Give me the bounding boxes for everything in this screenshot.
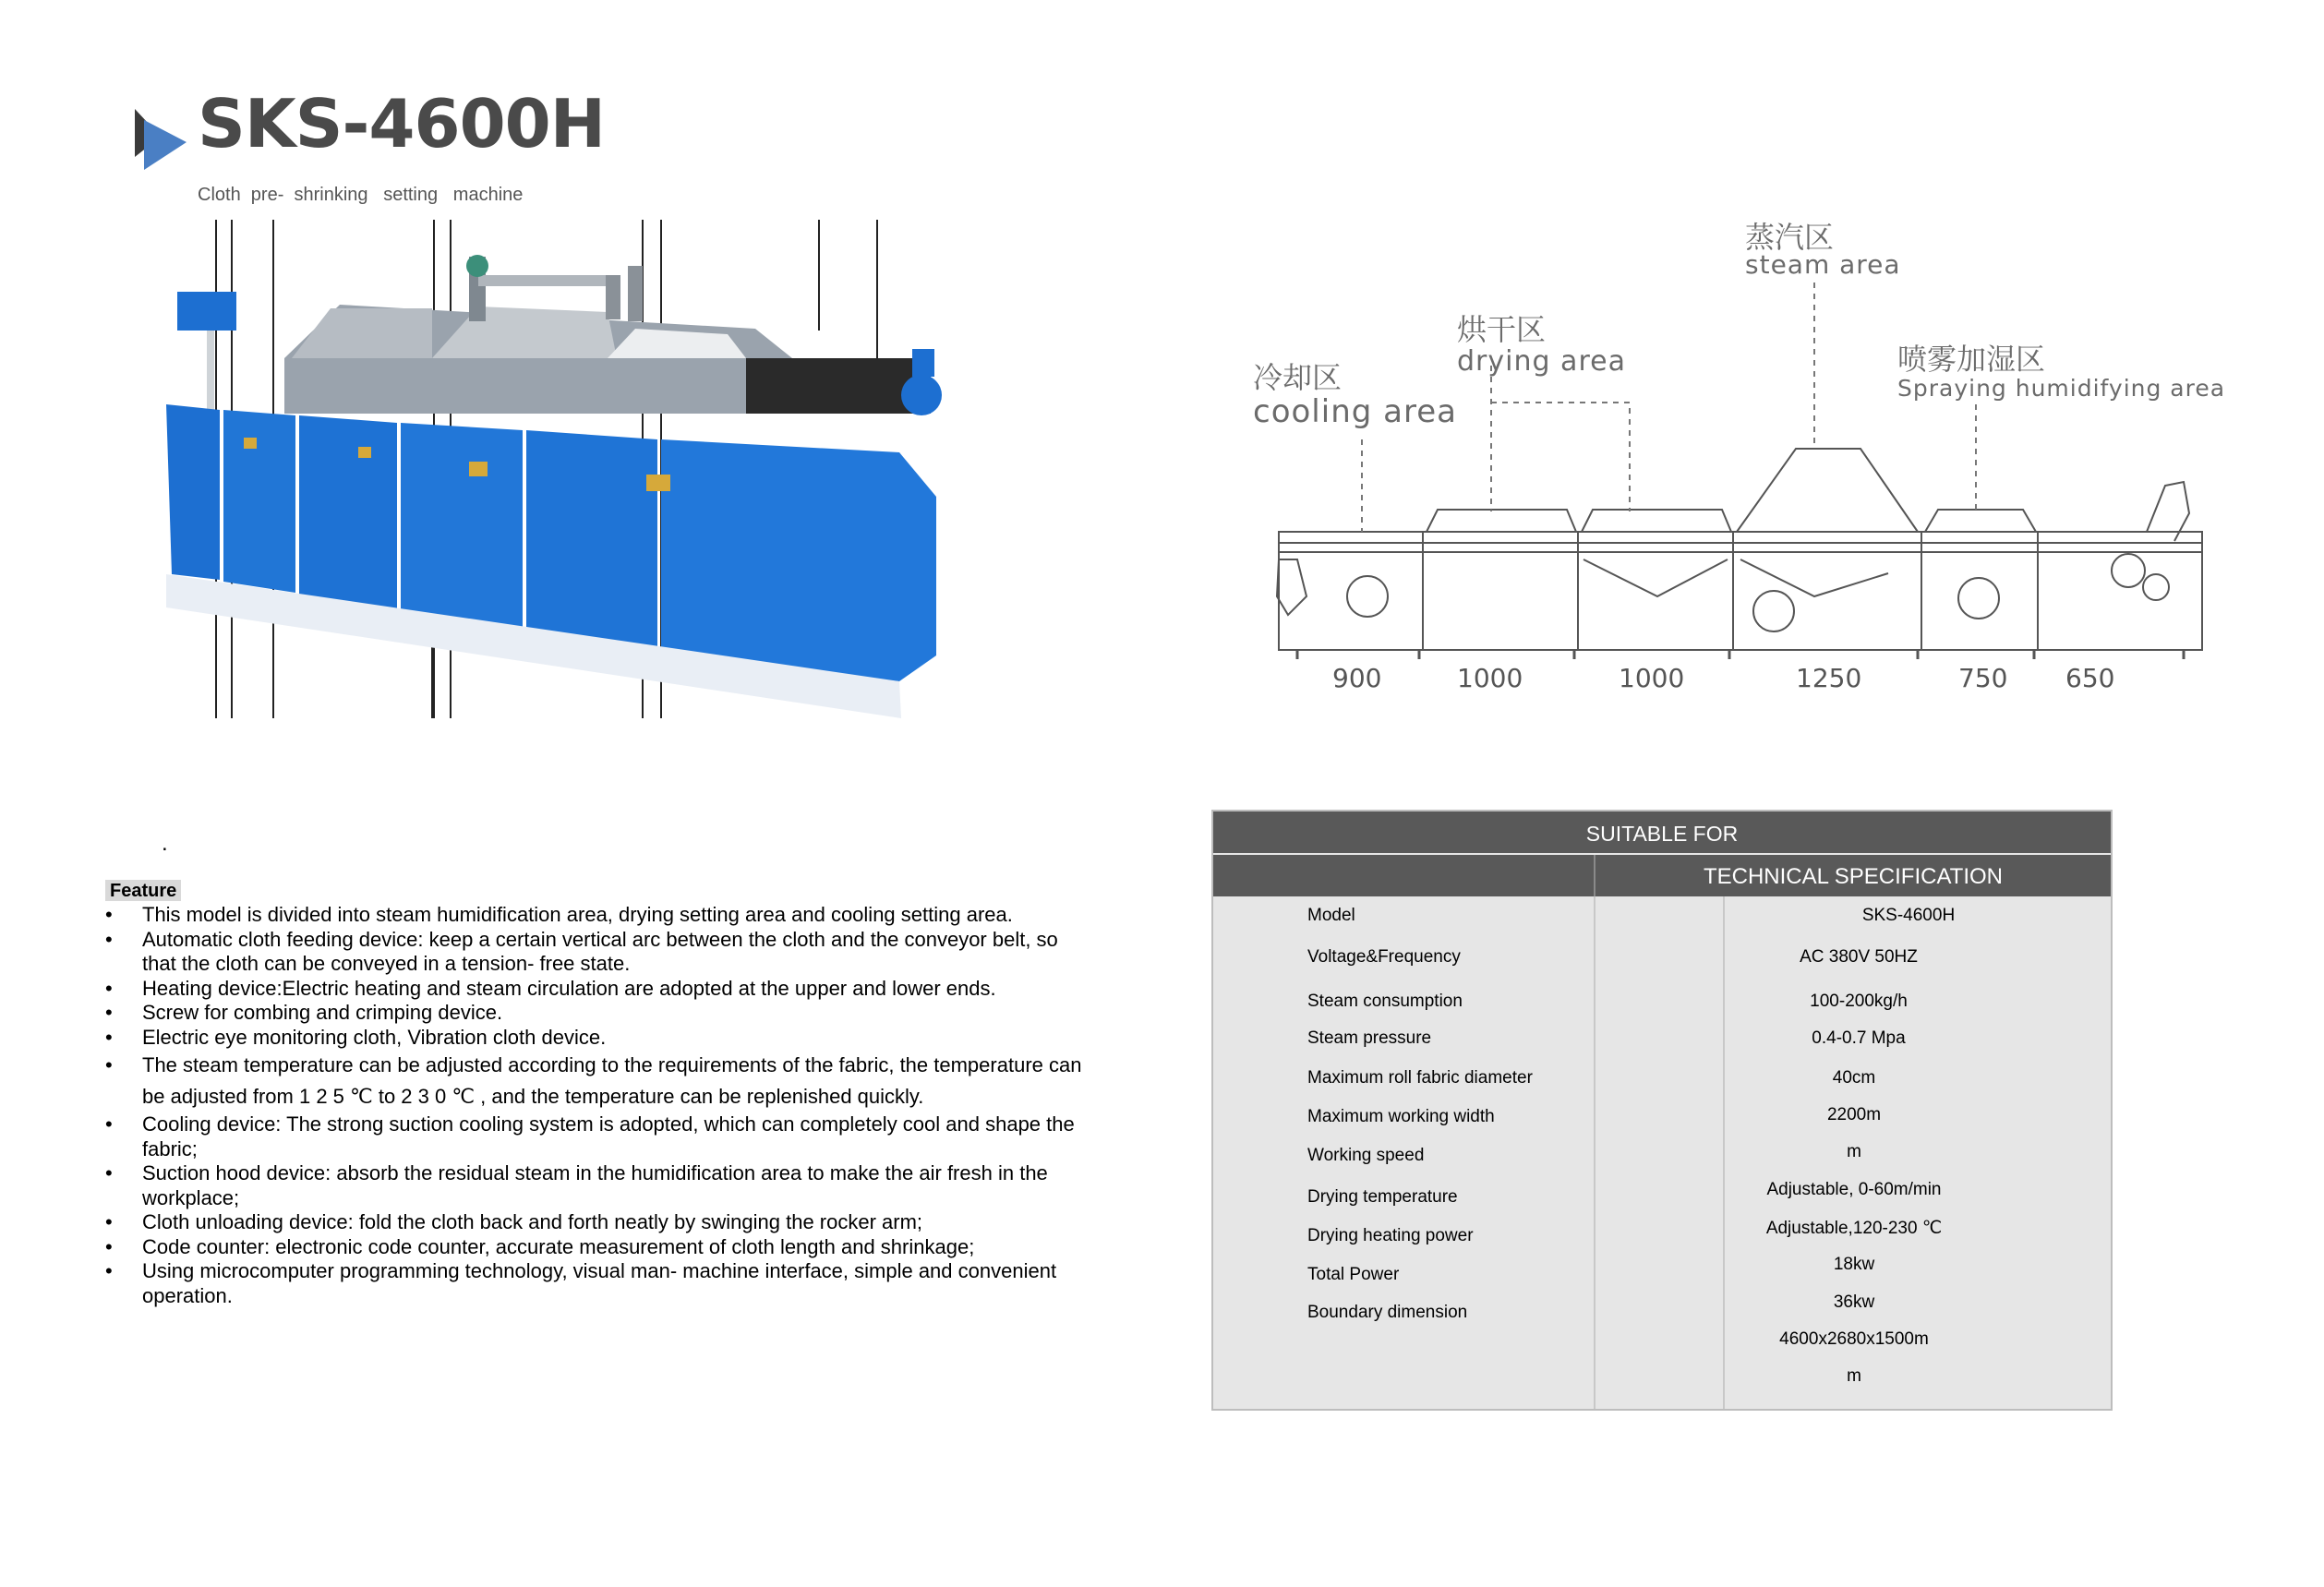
dimension-label: 750	[1958, 663, 2008, 693]
list-item: • Screw for combing and crimping device.	[103, 1001, 1082, 1026]
spec-label: Drying temperature	[1307, 1187, 1458, 1207]
spec-value: Adjustable,120-230 ℃	[1765, 1219, 1943, 1238]
page-title: SKS-4600H	[198, 85, 606, 162]
list-item: • Using microcomputer programming technology, visual man- machine interface, simple and convenient operation.	[103, 1259, 1082, 1308]
list-item: • This model is divided into steam humidification area, drying setting area and cooling setting area.	[103, 903, 1082, 928]
spec-value: SKS-4600H	[1861, 906, 1956, 925]
zone-label-steam-cn: 蒸汽区	[1745, 220, 1835, 255]
zone-label-cooling-cn: 冷却区	[1253, 360, 1343, 395]
zone-label-cooling-en: cooling area	[1253, 393, 1457, 430]
feature-heading: Feature	[105, 880, 181, 901]
machine-photo	[155, 220, 997, 718]
dimension-label: 1250	[1796, 663, 1862, 693]
feature-list	[103, 903, 1082, 1308]
spec-label: Steam pressure	[1307, 1028, 1432, 1048]
zone-label-drying-cn: 烘干区	[1457, 312, 1547, 347]
list-item: • Cooling device: The strong suction cooling system is adopted, which can completely cool and shape the fabric;	[103, 1112, 1082, 1161]
list-item: • Electric eye monitoring cloth, Vibration cloth device.	[103, 1026, 1082, 1051]
spec-label: Working speed	[1307, 1146, 1425, 1165]
zone-label-spray-cn: 喷雾加湿区	[1897, 342, 2046, 377]
list-item: • Heating device:Electric heating and steam circulation are adopted at the upper and lower ends.	[103, 977, 1082, 1002]
column-divider	[1594, 896, 1595, 1409]
spec-label: Model	[1307, 906, 1355, 925]
dimension-label: 650	[2065, 663, 2115, 693]
list-item: • Automatic cloth feeding device: keep a certain vertical arc between the cloth and the conveyor belt, so that the cloth can be conveyed in a tension- free state.	[103, 928, 1082, 977]
spec-value: 100-200kg/h	[1810, 992, 1908, 1011]
list-item: • Cloth unloading device: fold the cloth back and forth neatly by swinging the rocker arm;	[103, 1210, 1082, 1235]
spec-header-technical: TECHNICAL SPECIFICATION	[1703, 864, 2004, 889]
spec-value: AC 380V 50HZ	[1800, 947, 1918, 967]
spec-value: Adjustable, 0-60m/min	[1766, 1180, 1942, 1199]
dimension-label: 1000	[1619, 663, 1685, 693]
zone-label-spray-en: Spraying humidifying area	[1897, 375, 2226, 402]
process-diagram	[1223, 209, 2230, 707]
diagram-lines	[1223, 209, 2230, 707]
zone-label-steam-en: steam area	[1745, 249, 1901, 280]
spec-value: 2200m	[1826, 1105, 1882, 1124]
spec-value: m	[1847, 1142, 1861, 1161]
list-item: • Code counter: electronic code counter, accurate measurement of cloth length and shrinkage;	[103, 1235, 1082, 1260]
spec-label: Drying heating power	[1307, 1226, 1474, 1245]
spec-value: 40cm	[1832, 1068, 1876, 1088]
spec-label: Steam consumption	[1307, 992, 1463, 1011]
spec-label: Voltage&Frequency	[1307, 947, 1461, 967]
spec-label: Maximum working width	[1307, 1107, 1495, 1126]
zone-label-drying-en: drying area	[1457, 345, 1626, 378]
spec-value: 18kw	[1833, 1255, 1875, 1274]
dimension-label: 900	[1332, 663, 1382, 693]
spec-label: Total Power	[1307, 1265, 1400, 1284]
list-item: • The steam temperature can be adjusted according to the requirements of the fabric, the temperature can be adjusted from 1 2 5 ℃ to 2 3 0 ℃ , and the temperature can be replenished quickly.	[103, 1050, 1082, 1112]
stray-dot: .	[162, 831, 168, 856]
spec-value: m	[1847, 1366, 1861, 1386]
spec-value: 36kw	[1833, 1292, 1875, 1312]
spec-table	[1211, 810, 2113, 1411]
page-subtitle: Cloth pre- shrinking setting machine	[198, 185, 524, 205]
play-arrow-icon	[135, 109, 187, 170]
spec-value: 4600x2680x1500m	[1779, 1329, 1929, 1349]
spec-header-suitable: SUITABLE FOR	[1213, 812, 2111, 853]
spec-label: Boundary dimension	[1307, 1303, 1468, 1322]
spec-value: 0.4-0.7 Mpa	[1812, 1028, 1906, 1048]
spec-label: Maximum roll fabric diameter	[1307, 1068, 1533, 1088]
list-item: • Suction hood device: absorb the residual steam in the humidification area to make the air fresh in the workplace;	[103, 1161, 1082, 1210]
dimension-label: 1000	[1457, 663, 1523, 693]
